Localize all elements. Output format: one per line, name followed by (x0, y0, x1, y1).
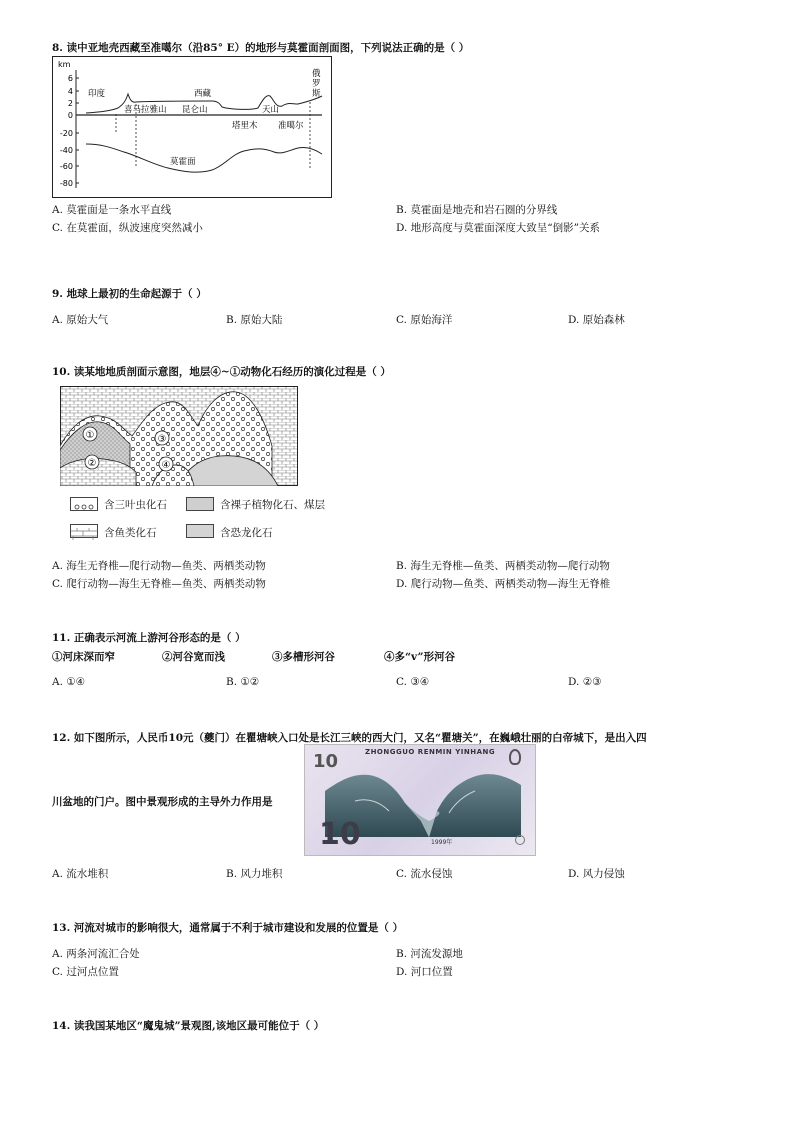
q10-label-1: ① (85, 430, 95, 441)
legend-label-trilobite: 含三叶虫化石 (104, 499, 167, 511)
q9-option-a[interactable]: A. 原始大气 (52, 314, 109, 326)
banknote-year: 1999年 (431, 839, 453, 846)
q11-option-a[interactable]: A. ①④ (52, 676, 86, 688)
q8-label-moho: 莫霍面 (170, 157, 196, 167)
q8-label-kunlun: 昆仑山 (182, 105, 208, 115)
q8-stem: 8. 读中亚地壳西藏至准噶尔（沿85° E）的地形与莫霍面剖面图，下列说法正确的是（ ） (52, 42, 470, 54)
banknote-denomination-large: 10 (319, 817, 361, 852)
q8-tick-0: 0 (67, 111, 73, 120)
q10-label-3: ③ (157, 434, 167, 445)
q12-option-b[interactable]: B. 风力堆积 (226, 868, 283, 880)
q12-option-d[interactable]: D. 风力侵蚀 (568, 868, 625, 880)
q9-option-b[interactable]: B. 原始大陆 (226, 314, 283, 326)
q8-tick-4: 4 (67, 87, 73, 96)
q8-option-a[interactable]: A. 莫霍面是一条水平直线 (52, 204, 172, 216)
q8-tick-6: 6 (67, 74, 73, 83)
q8-label-tianshan: 天山 (262, 105, 280, 115)
q11-option-d[interactable]: D. ②③ (568, 676, 602, 688)
q9-stem: 9. 地球上最初的生命起源于（ ） (52, 288, 207, 300)
q8-label-tarim: 塔里木 (232, 121, 258, 131)
q12-stem-line1: 12. 如下图所示，人民币10元（夔门）在瞿塘峡入口处是长江三峡的西大门，又名“瞿塘关”，在巍峨壮丽的白帝城下，是出入四 (52, 732, 647, 744)
banknote-denomination-top: 10 (313, 751, 339, 772)
q10-stem: 10. 读某地地质剖面示意图，地层④~①动物化石经历的演化过程是（ ） (52, 366, 391, 378)
q8-label-russia-3: 斯 (312, 89, 321, 99)
legend-swatch-dinosaur (186, 524, 214, 538)
q14-stem: 14. 读我国某地区“魔鬼城”景观图,该地区最可能位于（ ） (52, 1020, 325, 1032)
q8-tick-2: 2 (67, 99, 73, 108)
q8-tick-m80: -80 (59, 179, 73, 188)
q13-stem: 13. 河流对城市的影响很大，通常属于不利于城市建设和发展的位置是（ ） (52, 922, 404, 934)
q9-option-d[interactable]: D. 原始森林 (568, 314, 625, 326)
q8-tick-m40: -40 (59, 146, 73, 155)
legend-swatch-fish (70, 524, 98, 538)
q8-label-tibet: 西藏 (194, 89, 212, 99)
legend-label-dinosaur: 含恐龙化石 (220, 527, 273, 539)
q11-choice-3: ③多槽形河谷 (272, 651, 335, 663)
banknote-mark-icon (515, 835, 525, 845)
q13-option-d[interactable]: D. 河口位置 (396, 966, 453, 978)
q8-option-c[interactable]: C. 在莫霍面，纵波速度突然减小 (52, 222, 203, 234)
q13-option-b[interactable]: B. 河流发源地 (396, 948, 463, 960)
q8-crust-profile-figure (52, 56, 332, 198)
q8-label-russia-2: 罗 (312, 79, 321, 89)
q11-stem: 11. 正确表示河流上游河谷形态的是（ ） (52, 632, 246, 644)
q10-option-a[interactable]: A. 海生无脊椎—爬行动物—鱼类、两栖类动物 (52, 560, 266, 572)
banknote-header: ZHONGGUO RENMIN YINHANG (365, 748, 496, 756)
q10-option-b[interactable]: B. 海生无脊椎—鱼类、两栖类动物—爬行动物 (396, 560, 610, 572)
q12-banknote-image (304, 744, 536, 856)
q10-option-c[interactable]: C. 爬行动物—海生无脊椎—鱼类、两栖类动物 (52, 578, 266, 590)
q8-label-junggar: 准噶尔 (278, 121, 304, 131)
q8-unit-label: km (58, 60, 71, 69)
q10-geologic-section-figure (60, 386, 298, 486)
q12-option-c[interactable]: C. 流水侵蚀 (396, 868, 453, 880)
q11-option-b[interactable]: B. ①② (226, 676, 260, 688)
q11-choice-4: ④多“v”形河谷 (384, 651, 456, 663)
q10-label-2: ② (87, 458, 97, 469)
q11-choice-1: ①河床深而窄 (52, 651, 115, 663)
legend-swatch-trilobite (70, 497, 98, 511)
q8-option-b[interactable]: B. 莫霍面是地壳和岩石圈的分界线 (396, 204, 558, 216)
legend-swatch-gymnosperm (186, 497, 214, 511)
q10-option-d[interactable]: D. 爬行动物—鱼类、两栖类动物—海生无脊椎 (396, 578, 611, 590)
legend-label-fish: 含鱼类化石 (104, 527, 157, 539)
q13-option-c[interactable]: C. 过河点位置 (52, 966, 119, 978)
q8-label-india: 印度 (88, 89, 106, 99)
q8-tick-m20: -20 (59, 129, 73, 138)
q11-option-c[interactable]: C. ③④ (396, 676, 430, 688)
q9-option-c[interactable]: C. 原始海洋 (396, 314, 453, 326)
q8-label-russia-1: 俄 (312, 69, 321, 79)
q10-label-4: ④ (161, 460, 171, 471)
banknote-emblem-icon (509, 749, 521, 765)
q8-tick-m60: -60 (59, 162, 73, 171)
q11-choice-2: ②河谷宽而浅 (162, 651, 225, 663)
q12-stem-line2: 川盆地的门户。图中景观形成的主导外力作用是 (52, 796, 273, 808)
legend-label-gymnosperm: 含裸子植物化石、煤层 (220, 499, 325, 511)
q8-option-d[interactable]: D. 地形高度与莫霍面深度大致呈“倒影”关系 (396, 222, 600, 234)
q8-label-himalaya: 喜马拉雅山 (124, 105, 167, 115)
q12-option-a[interactable]: A. 流水堆积 (52, 868, 109, 880)
q13-option-a[interactable]: A. 两条河流汇合处 (52, 948, 140, 960)
